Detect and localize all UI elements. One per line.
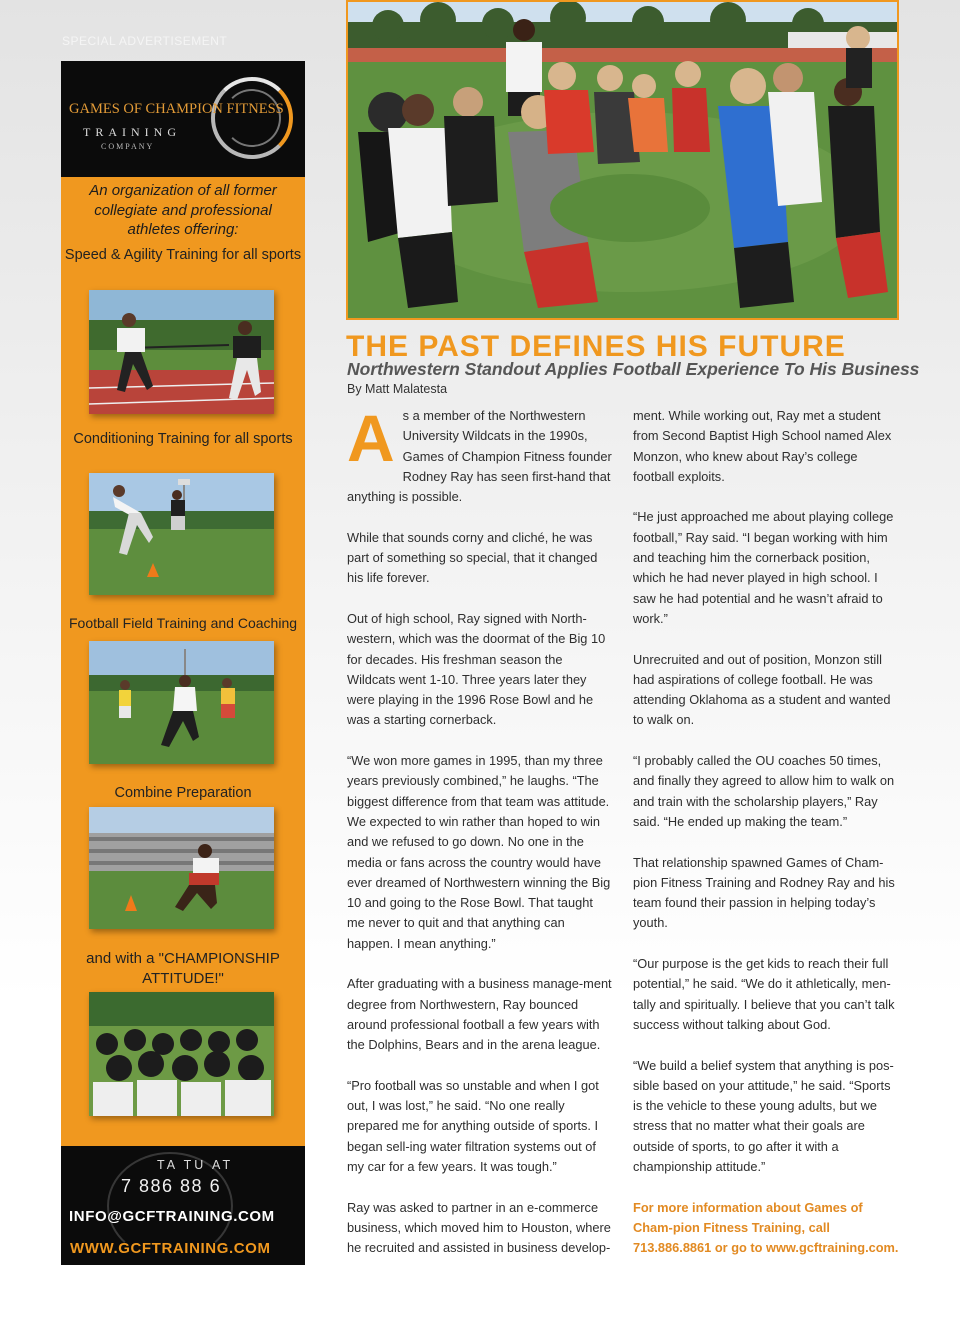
- paragraph: Out of high school, Ray signed with North-western, which was the doormat of the Big 10 for decades. His freshman season the Wildcats went 1-10. Three years later they were playing in the 1996 Rose Bowl and he was a starting cornerback.: [347, 610, 606, 728]
- article-byline: By Matt Malatesta: [347, 382, 448, 396]
- article-column-1: [347, 401, 613, 1279]
- ad-label-combine: Combine Preparation: [114, 785, 252, 801]
- paragraph: After graduating with a business manage-ment degree from Northwestern, Ray bounced around professional football a few years with the Dolphins, Bears and in the arena league.: [347, 976, 612, 1053]
- logo-inner-ring-icon: [223, 89, 281, 147]
- photo-team-huddle-image: [89, 992, 274, 1116]
- paragraph: Unrecruited and out of position, Monzon still had aspirations of college football. He was attending Oklahoma as a student and wanted to walk on.: [633, 651, 891, 728]
- photo-combine-preparation-image: [89, 807, 274, 929]
- ad-label-attitude: and with a "CHAMPIONSHIP ATTITUDE!": [86, 950, 280, 987]
- ad-label-conditioning: Conditioning Training for all sports: [73, 431, 293, 447]
- sidebar-advertisement: [61, 61, 305, 1265]
- ad-logo-block: [61, 61, 305, 177]
- hero-photo-image: [348, 2, 897, 318]
- ad-label-speed: Speed & Agility Training for all sports: [64, 247, 302, 263]
- more-info-callout: For more information about Games of Cham-pion Fitness Training, call 713.886.8861 or go to www.gcftraining.com.: [633, 1199, 899, 1256]
- paragraph: ment. While working out, Ray met a student from Second Baptist High School named Alex Monzon, who knew about Ray’s college football exploits.: [633, 408, 892, 484]
- logo-training: TRAINING: [83, 125, 181, 139]
- paragraph: While that sounds corny and cliché, he was part of something so special, that it changed his life forever.: [347, 529, 598, 586]
- article-subtitle: Northwestern Standout Applies Football Experience To His Business: [347, 359, 920, 379]
- article-column-2: [633, 406, 899, 1279]
- photo-combine-preparation: [89, 807, 274, 929]
- photo-speed-training-image: [89, 290, 274, 414]
- photo-conditioning-training: [89, 473, 274, 595]
- photo-football-training-image: [89, 641, 274, 764]
- article-title: THE PAST DEFINES HIS FUTURE: [346, 330, 846, 363]
- paragraph: “He just approached me about playing college football,” Ray said. “I began working with him and teaching him the cornerback position, which he had never played in high school. I saw he had potential and he wasn’t afraid to work.”: [633, 509, 894, 626]
- paragraph: Ray was asked to partner in an e-commerce business, which moved him to Houston, where he recruited and assisted in business develop-: [347, 1199, 611, 1256]
- paragraph: [347, 401, 613, 507]
- logo-company: COMPANY: [101, 142, 155, 151]
- paragraph-text: s a member of the Northwestern University Wildcats in the 1990s, Games of Champion Fitness founder Rodney Ray has seen first-hand that anything is possible.: [347, 408, 612, 505]
- paragraph: “We won more games in 1995, than my three years previously combined,” he laughs. “The biggest difference from that team was attitude. We expected to win rather than hoped to win and we refused to go down. No one in the media or fans across the country would have ever dreamed of Northwestern winning the Big 10 and going to the Rose Bowl. That taught me never to quit and that anything can happen. I mean anything.”: [347, 753, 611, 951]
- logo-name: GAMES OF CHAMPION FITNESS: [69, 101, 284, 117]
- photo-football-training: [89, 641, 274, 764]
- ad-website[interactable]: WWW.GCFTRAINING.COM: [70, 1240, 271, 1257]
- photo-speed-training: [89, 290, 274, 414]
- photo-team-huddle: [89, 992, 274, 1116]
- ad-email[interactable]: INFO@GCFTRAINING.COM: [69, 1208, 275, 1225]
- ad-intro: An organization of all former collegiate and professional athletes offering:: [89, 182, 277, 238]
- ad-contact-block: [61, 1146, 305, 1265]
- drop-cap: A: [347, 401, 395, 475]
- paragraph: “We build a belief system that anything is pos-sible based on your attitude,” he said. “Sports is the vehicle to these young adults, but we stress that no matter what their goals are outside of sports, to go after it with a championship attitude.”: [633, 1057, 894, 1174]
- ad-label-football: Football Field Training and Coaching: [68, 615, 298, 631]
- paragraph: “I probably called the OU coaches 50 times, and finally they agreed to allow him to walk on and train with the scholarship players,” Ray said. “He ended up making the team.”: [633, 753, 895, 829]
- hero-photo: [346, 0, 899, 320]
- special-advertisement-label: SPECIAL ADVERTISEMENT: [62, 34, 228, 48]
- paragraph: “Our purpose is the get kids to reach their full potential,” he said. “We do it athletically, men-tally and spiritually. I believe that you can’t talk success without talking about God.: [633, 956, 895, 1032]
- paragraph: “Pro football was so unstable and when I got out, I was lost,” he said. “No one really prepared me for anything outside of sports. I began sell-ing water filtration systems out of my car for a few years. It was tough.”: [347, 1077, 599, 1174]
- ad-contact-heading: TA TU AT: [157, 1158, 234, 1172]
- photo-conditioning-training-image: [89, 473, 274, 595]
- ad-phone-number: 7 886 88 6: [121, 1176, 222, 1196]
- paragraph: That relationship spawned Games of Cham-pion Fitness Training and Rodney Ray and his team found their passion in helping today’s youth.: [633, 854, 895, 931]
